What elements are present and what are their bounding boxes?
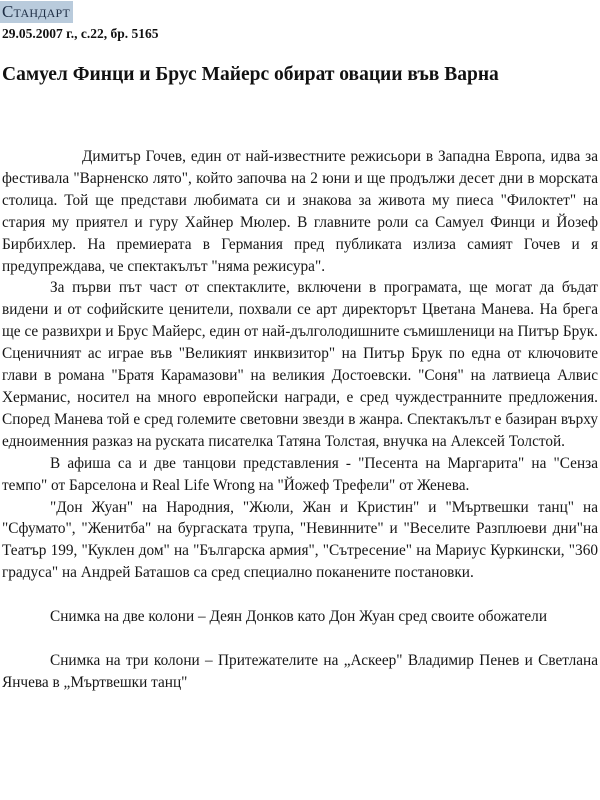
photo-caption: Снимка на две колони – Деян Донков като Дон Жуан сред своите обожатели bbox=[50, 608, 548, 626]
article-paragraph: В афиша са и две танцови представления - "Песента на Маргарита" на "Сенза темпо" от Барселона и Real Life Wrong на "Йожеф Трефели" от Женева. bbox=[2, 454, 598, 494]
issue-date-line: 29.05.2007 г., с.22, бр. 5165 bbox=[2, 26, 159, 41]
article-headline: Самуел Финци и Брус Майерс обират овации във Варна bbox=[2, 64, 499, 85]
article-paragraph: За първи път част от спектаклите, включени в програмата, ще могат да бъдат видени и от софийските ценители, похвали се арт директорът Цветана Манева. На брега ще се развихри и Брус Майерс, един от най-дълголодишните съмишленици на Питър Брук. Сценичният ас играе във "Великият инквизитор" на Питър Брук по една от ключовите глави в романа "Братя Карамазови" на великия Достоевски. "Соня" на латвиеца Алвис Херманис, носител на много европейски награди, е сред чуждестранните предложения. Според Манева той е сред големите световни звезди в жанра. Спектакълът е базиран върху едноименния разказ на руската писателка Татяна Толстая, внучка на Алексей Толстой. bbox=[2, 279, 598, 450]
publication-masthead: Стандарт bbox=[0, 1, 73, 23]
article-body bbox=[2, 146, 598, 694]
photo-caption: Снимка на три колони – Притежателите на „Аскеер" Владимир Пенев и Светлана Янчева в „Мъртвешки танц" bbox=[2, 651, 598, 691]
article-paragraph: Димитър Гочев, един от най-известните режисьори в Западна Европа, идва за фестивала "Варненско лято", който започва на 2 юни и ще продължи десет дни в морската столица. Той ще представи любимата си и знакова за живота му пиеса "Филоктет" на стария му приятел и гуру Хайнер Мюлер. В главните роли са Самуел Финци и Йозеф Бирбихлер. На премиерата в Германия пред публиката излиза самият Гочев и я предупреждава, че спектакълът "няма режисура". bbox=[2, 148, 598, 275]
article-paragraph: "Дон Жуан" на Народния, "Жюли, Жан и Кристин" и "Мъртвешки танц" на "Сфумато", "Женитба" на бургаската трупа, "Невинните" и "Веселите Разплюеви дни"на Театър 199, "Куклен дом" на "Българска армия", "Сътресение" на Мариус Куркински, "360 градуса" на Андрей Баташов са сред специално поканените постановки. bbox=[2, 498, 598, 582]
